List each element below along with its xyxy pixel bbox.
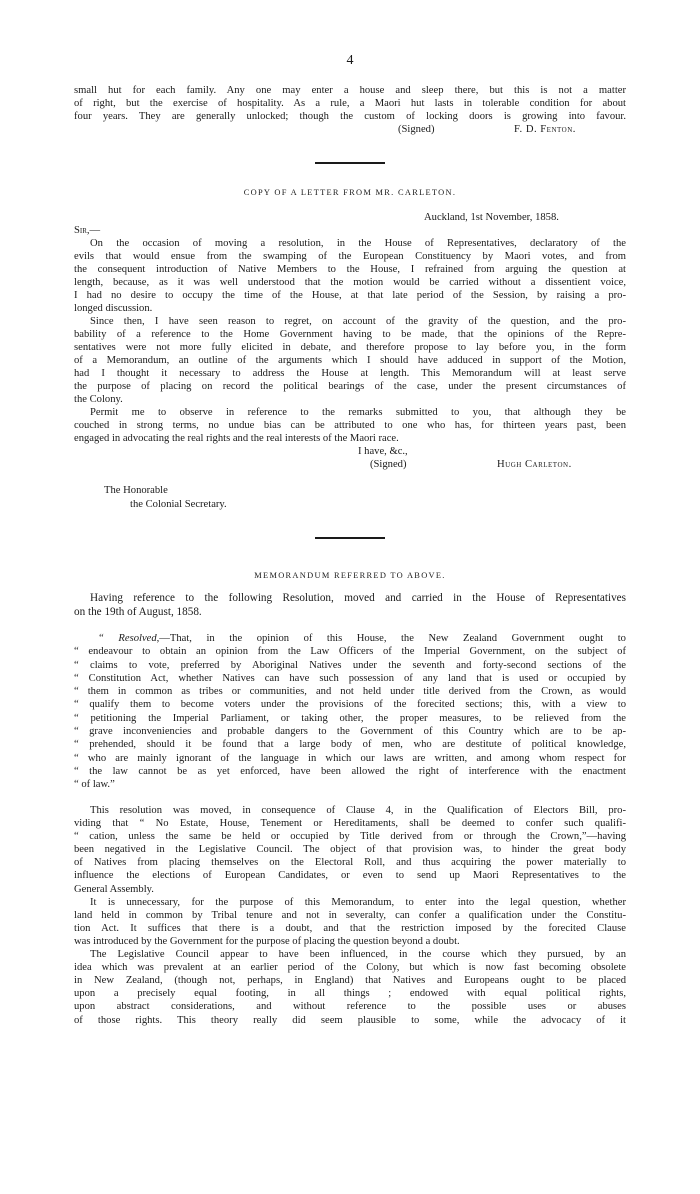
text-line: been negatived in the Legislative Council. The object of that provision was, to hinder the great body: [74, 844, 626, 856]
text-line: land held in common by Tribal tenure and not in severalty, can confer a qualification under the Constitu-: [74, 909, 626, 921]
letter-signed: (Signed): [370, 459, 407, 470]
intro-signer: F. D. Fenton.: [514, 124, 576, 135]
text-line: “ qualify them to become voters under the provisions of the forecited sections; this, with a view to: [74, 699, 626, 711]
text-line: bability of a reference to the Home Government having to be made, that the opinions of the Repre-: [74, 329, 626, 340]
text-line: evils that would ensue from the swamping of the European Constituency by Maori votes, and from: [74, 251, 626, 262]
text-line: It is unnecessary, for the purpose of this Memorandum, to enter into the legal question, whether: [90, 896, 626, 908]
text-line: the Colony.: [74, 394, 123, 405]
resolved-label: “ Resolved,: [98, 633, 160, 644]
text-line: length, because, as it was well understood that the motion would be carried without a dissentient voice,: [74, 277, 626, 288]
text-line: “ grave inconveniencies and probable dangers to the Government of this Country which are to be ap-: [74, 726, 626, 738]
text-line: tion Act. It suffices that there is a doubt, and that the restriction imposed by the forecited Clause: [74, 922, 626, 934]
text-line: idea which was prevalent at an earlier period of the Colony, but which is now fast becoming obsolete: [74, 962, 626, 974]
text-line: “ endeavour to obtain an opinion from the Law Officers of the Imperial Government, on the subject of: [74, 646, 626, 658]
text-line: in New Zealand, (though not, perhaps, in England) that Natives and Europeans ought to be placed: [74, 975, 626, 987]
text-line: On the occasion of moving a resolution, in the House of Representatives, declaratory of the: [90, 238, 626, 249]
text-line: couched in strong terms, no undue bias can be attributed to one who has, for thirteen years past, been: [74, 420, 626, 431]
text-line: “ cation, unless the same be held or occupied by Title derived from or through the Crown,”—having: [74, 831, 626, 843]
intro-signed: (Signed): [398, 124, 435, 135]
letter-closing: I have, &c.,: [358, 446, 408, 457]
letter-signer: Hugh Carleton.: [497, 459, 572, 470]
text-line: [74, 632, 626, 645]
text-line: “ of law.”: [74, 779, 115, 791]
text-line: “ claims to vote, preferred by Aboriginal Natives under the seventh and forty-second sections of the: [74, 659, 626, 671]
text-line: General Assembly.: [74, 883, 154, 895]
text-line: had I thought it necessary to address the House at length. This Memorandum will at least serve: [74, 368, 626, 379]
intro-paragraph: [74, 84, 626, 123]
text-line: on the 19th of August, 1858.: [74, 606, 202, 618]
text-line: This resolution was moved, in consequence of Clause 4, in the Qualification of Electors Bill, pro-: [90, 805, 626, 816]
letter-place-date: Auckland, 1st November, 1858.: [424, 212, 559, 223]
letter-addressee: the Colonial Secretary.: [130, 499, 227, 510]
text-fragment: —That, in the opinion of this House, the New Zealand Government ought to: [159, 633, 626, 644]
text-line: The Legislative Council appear to have been influenced, in the course which they pursued, by an: [90, 949, 626, 961]
text-line: Since then, I have seen reason to regret, on account of the gravity of the question, and the pro-: [90, 316, 626, 327]
memorandum-body: [74, 804, 626, 1027]
text-line: sentatives were not more fully elicited in debate, and therefore propose to lay before you, in the form: [74, 342, 626, 353]
text-line: small hut for each family. Any one may enter a house and sleep there, but this is not a matter: [74, 85, 626, 96]
letter-body: [74, 237, 626, 445]
text-line: of right, but the exercise of hospitality. As a rule, a Maori hut lasts in tolerable condition for about: [74, 98, 626, 109]
text-line: the consequent introduction of Native Members to the House, I refrained from arguing the question at: [74, 264, 626, 275]
text-line: of Natives from placing themselves on the Electoral Roll, and thus acquiring the power materially to: [74, 857, 626, 869]
letter-salutation: Sir,—: [74, 225, 101, 236]
text-line: of a Memorandum, an outline of the arguments which I should have adduced in support of the Motion,: [74, 355, 626, 366]
section-divider: [315, 537, 385, 539]
memorandum-heading: MEMORANDUM REFERRED TO ABOVE.: [254, 571, 446, 580]
text-line: “ petitioning the Imperial Parliament, or taking other, the proper measures, to be relieved from the: [74, 712, 626, 724]
memorandum-intro: [74, 591, 626, 619]
letter-addressee: The Honorable: [104, 485, 168, 496]
text-line: viding that “ No Estate, House, Tenement or Hereditaments, shall be deemed to confer such qualifi-: [74, 818, 626, 830]
letter-heading: COPY OF A LETTER FROM MR. CARLETON.: [243, 188, 457, 197]
text-line: the purpose of placing on record the political bearings of the case, under the present circumstances of: [74, 381, 626, 392]
text-line: “ who are mainly ignorant of the language in which our laws are written, and among whom respect for: [74, 752, 626, 764]
text-line: upon a precisely equal footing, in all things ; endowed with equal political rights,: [74, 988, 626, 1000]
text-line: “ Constitution Act, whether Natives can have such possession of any land that is used or occupied by: [74, 672, 626, 684]
text-line: “ prehended, should it be found that a large body of men, who are destitute of political knowledge,: [74, 739, 626, 751]
text-line: Permit me to observe in reference to the remarks submitted to you, that although they be: [90, 407, 626, 418]
text-line: I had no desire to occupy the time of the House, at that late period of the Session, by raising a pro-: [74, 290, 626, 301]
text-line: influence the elections of European Candidates, or even to send up Maori Representatives to the: [74, 870, 626, 882]
text-line: longed discussion.: [74, 303, 153, 314]
text-line: upon abstract considerations, and without reference to the possible uses or abuses: [74, 1001, 626, 1013]
section-divider: [315, 162, 385, 164]
text-line: engaged in advocating the real rights and the real interests of the Maori race.: [74, 433, 399, 444]
text-line: of those rights. This theory really did seem plausible to some, while the advocacy of it: [74, 1014, 626, 1026]
text-line: Having reference to the following Resolution, moved and carried in the House of Representatives: [90, 592, 626, 604]
text-line: “ the law cannot be as yet enforced, have been allowed the right of interference with the enactment: [74, 765, 626, 777]
page-number: 4: [346, 53, 354, 68]
text-line: four years. They are generally unlocked; though the custom of locking doors is growing into favour.: [74, 111, 626, 122]
text-line: was introduced by the Government for the purpose of placing the question beyond a doubt.: [74, 935, 460, 947]
text-line: “ them in common as tribes or communities, and not held under title derived from the Crown, as would: [74, 686, 626, 698]
resolution-quote: [74, 632, 626, 792]
